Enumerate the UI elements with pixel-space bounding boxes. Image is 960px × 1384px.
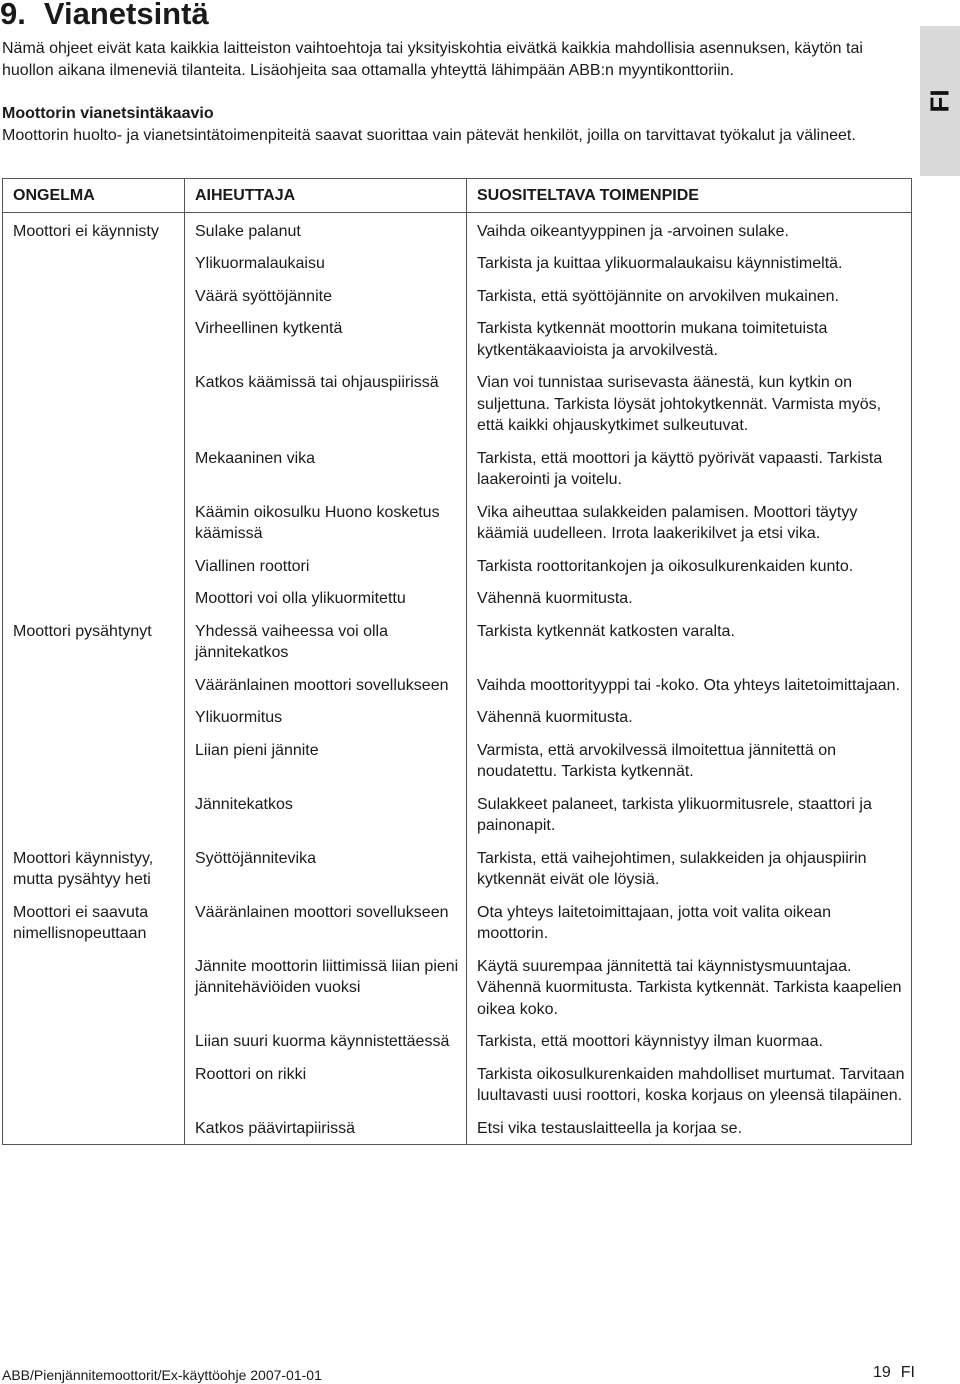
- cell-problem: [3, 318, 185, 372]
- cell-problem: [3, 588, 185, 621]
- table-row: [3, 707, 912, 740]
- table-row: [3, 372, 912, 448]
- header-problem: ONGELMA: [3, 179, 185, 213]
- intro-paragraph: Nämä ohjeet eivät kata kaikkia laitteiston vaihtoehtoja tai yksityiskohtia eivätkä kaikkia mahdollisia asennuksen, käytön tai huollon aikana ilmeneviä tilanteita. Lisäohjeita saa ottamalla yhteyttä lähimpään ABB:n myyntikonttoriin.: [2, 40, 863, 79]
- cell-cause: Syöttöjännitevika: [185, 848, 467, 902]
- cell-action: Tarkista, että moottori käynnistyy ilman kuormaa.: [467, 1031, 912, 1064]
- cell-action: Vian voi tunnistaa surisevasta äänestä, kun kytkin on suljettuna. Tarkista löysät johtokytkennät. Varmista myös, että kaikki ohjauskytkimet sulkeutuvat.: [467, 372, 912, 448]
- cell-cause: Liian pieni jännite: [185, 740, 467, 794]
- subsection-text: Moottorin huolto- ja vianetsintätoimenpiteitä saavat suorittaa vain pätevät henkilöt, joilla on tarvittavat työkalut ja välineet.: [2, 127, 856, 144]
- cell-cause: Katkos päävirtapiirissä: [185, 1118, 467, 1145]
- cell-action: Tarkista, että vaihejohtimen, sulakkeiden ja ohjauspiirin kytkennät eivät ole löysiä.: [467, 848, 912, 902]
- language-tab-label: FI: [924, 89, 955, 113]
- cell-problem: [3, 1031, 185, 1064]
- table-row: [3, 794, 912, 848]
- cell-action: Tarkista ja kuittaa ylikuormalaukaisu käynnistimeltä.: [467, 253, 912, 286]
- cell-cause: Katkos käämissä tai ohjauspiirissä: [185, 372, 467, 448]
- cell-problem: [3, 556, 185, 589]
- cell-cause: Ylikuormitus: [185, 707, 467, 740]
- table-row: [3, 286, 912, 319]
- cell-action: Vaihda oikeantyyppinen ja -arvoinen sulake.: [467, 212, 912, 253]
- cell-action: Tarkista roottoritankojen ja oikosulkurenkaiden kunto.: [467, 556, 912, 589]
- cell-cause: Jännitekatkos: [185, 794, 467, 848]
- header-cause: AIHEUTTAJA: [185, 179, 467, 213]
- cell-action: Vaihda moottorityyppi tai -koko. Ota yhteys laitetoimittajaan.: [467, 675, 912, 708]
- cell-action: Vika aiheuttaa sulakkeiden palamisen. Moottori täytyy käämiä uudelleen. Irrota laakerikilvet ja etsi vika.: [467, 502, 912, 556]
- cell-problem: [3, 253, 185, 286]
- table-row: [3, 212, 912, 253]
- cell-cause: Virheellinen kytkentä: [185, 318, 467, 372]
- cell-action: Tarkista kytkennät moottorin mukana toimitetuista kytkentäkaavioista ja arvokilvestä.: [467, 318, 912, 372]
- cell-problem: [3, 956, 185, 1032]
- cell-problem: Moottori pysähtynyt: [3, 621, 185, 675]
- cell-action: Tarkista kytkennät katkosten varalta.: [467, 621, 912, 675]
- table-row: [3, 318, 912, 372]
- header-action: SUOSITELTAVA TOIMENPIDE: [467, 179, 912, 213]
- cell-problem: Moottori ei käynnisty: [3, 212, 185, 253]
- table-row: [3, 1118, 912, 1145]
- page-language: FI: [900, 1364, 915, 1381]
- cell-problem: [3, 502, 185, 556]
- cell-cause: Roottori on rikki: [185, 1064, 467, 1118]
- cell-cause: Liian suuri kuorma käynnistettäessä: [185, 1031, 467, 1064]
- table-row: [3, 502, 912, 556]
- cell-action: Sulakkeet palaneet, tarkista ylikuormitusrele, staattori ja painonapit.: [467, 794, 912, 848]
- cell-cause: Vääränlainen moottori sovellukseen: [185, 902, 467, 956]
- cell-problem: Moottori ei saavuta nimellisnopeuttaan: [3, 902, 185, 956]
- cell-problem: [3, 707, 185, 740]
- cell-cause: Käämin oikosulku Huono kosketus käämissä: [185, 502, 467, 556]
- cell-problem: [3, 675, 185, 708]
- cell-cause: Väärä syöttöjännite: [185, 286, 467, 319]
- footer-document-reference: ABB/Pienjännitemoottorit/Ex-käyttöohje 2007-01-01: [2, 1367, 322, 1383]
- cell-cause: Yhdessä vaiheessa voi olla jännitekatkos: [185, 621, 467, 675]
- cell-cause: Viallinen roottori: [185, 556, 467, 589]
- section-heading: [0, 0, 209, 32]
- section-number: 9.: [0, 0, 26, 31]
- cell-action: Etsi vika testauslaitteella ja korjaa se.: [467, 1118, 912, 1145]
- cell-action: Tarkista, että syöttöjännite on arvokilven mukainen.: [467, 286, 912, 319]
- table-row: [3, 253, 912, 286]
- table-row: [3, 956, 912, 1032]
- subsection-title: Moottorin vianetsintäkaavio: [2, 105, 214, 122]
- footer-page-number: [873, 1363, 915, 1383]
- page-number: 19: [872, 1364, 891, 1381]
- cell-action: Varmista, että arvokilvessä ilmoitettua jännitettä on noudatettu. Tarkista kytkennät.: [467, 740, 912, 794]
- table-row: [3, 1064, 912, 1118]
- cell-action: Ota yhteys laitetoimittajaan, jotta voit valita oikean moottorin.: [467, 902, 912, 956]
- table-row: [3, 740, 912, 794]
- cell-cause: Ylikuormalaukaisu: [185, 253, 467, 286]
- table-row: [3, 1031, 912, 1064]
- cell-cause: Sulake palanut: [185, 212, 467, 253]
- cell-problem: [3, 448, 185, 502]
- troubleshooting-table: [2, 178, 912, 1145]
- cell-cause: Mekaaninen vika: [185, 448, 467, 502]
- table-header-row: [3, 179, 912, 213]
- table-row: [3, 588, 912, 621]
- cell-problem: [3, 286, 185, 319]
- table-row: [3, 675, 912, 708]
- table-row: [3, 448, 912, 502]
- cell-problem: [3, 1064, 185, 1118]
- table-row: [3, 621, 912, 675]
- cell-problem: [3, 1118, 185, 1145]
- cell-problem: [3, 740, 185, 794]
- cell-problem: Moottori käynnistyy, mutta pysähtyy heti: [3, 848, 185, 902]
- table-row: [3, 848, 912, 902]
- cell-action: Vähennä kuormitusta.: [467, 707, 912, 740]
- table-row: [3, 902, 912, 956]
- cell-cause: Moottori voi olla ylikuormitettu: [185, 588, 467, 621]
- table-row: [3, 556, 912, 589]
- cell-action: Vähennä kuormitusta.: [467, 588, 912, 621]
- language-tab: [920, 26, 960, 176]
- cell-action: Käytä suurempaa jännitettä tai käynnistysmuuntajaa. Vähennä kuormitusta. Tarkista kytkennät. Tarkista kaapelien oikea koko.: [467, 956, 912, 1032]
- cell-action: Tarkista, että moottori ja käyttö pyörivät vapaasti. Tarkista laakerointi ja voitelu.: [467, 448, 912, 502]
- cell-problem: [3, 794, 185, 848]
- cell-cause: Vääränlainen moottori sovellukseen: [185, 675, 467, 708]
- section-title: Vianetsintä: [43, 0, 209, 31]
- cell-action: Tarkista oikosulkurenkaiden mahdolliset murtumat. Tarvitaan luultavasti uusi roottori, koska korjaus on yleensä tilapäinen.: [467, 1064, 912, 1118]
- cell-cause: Jännite moottorin liittimissä liian pieni jännitehäviöiden vuoksi: [185, 956, 467, 1032]
- cell-problem: [3, 372, 185, 448]
